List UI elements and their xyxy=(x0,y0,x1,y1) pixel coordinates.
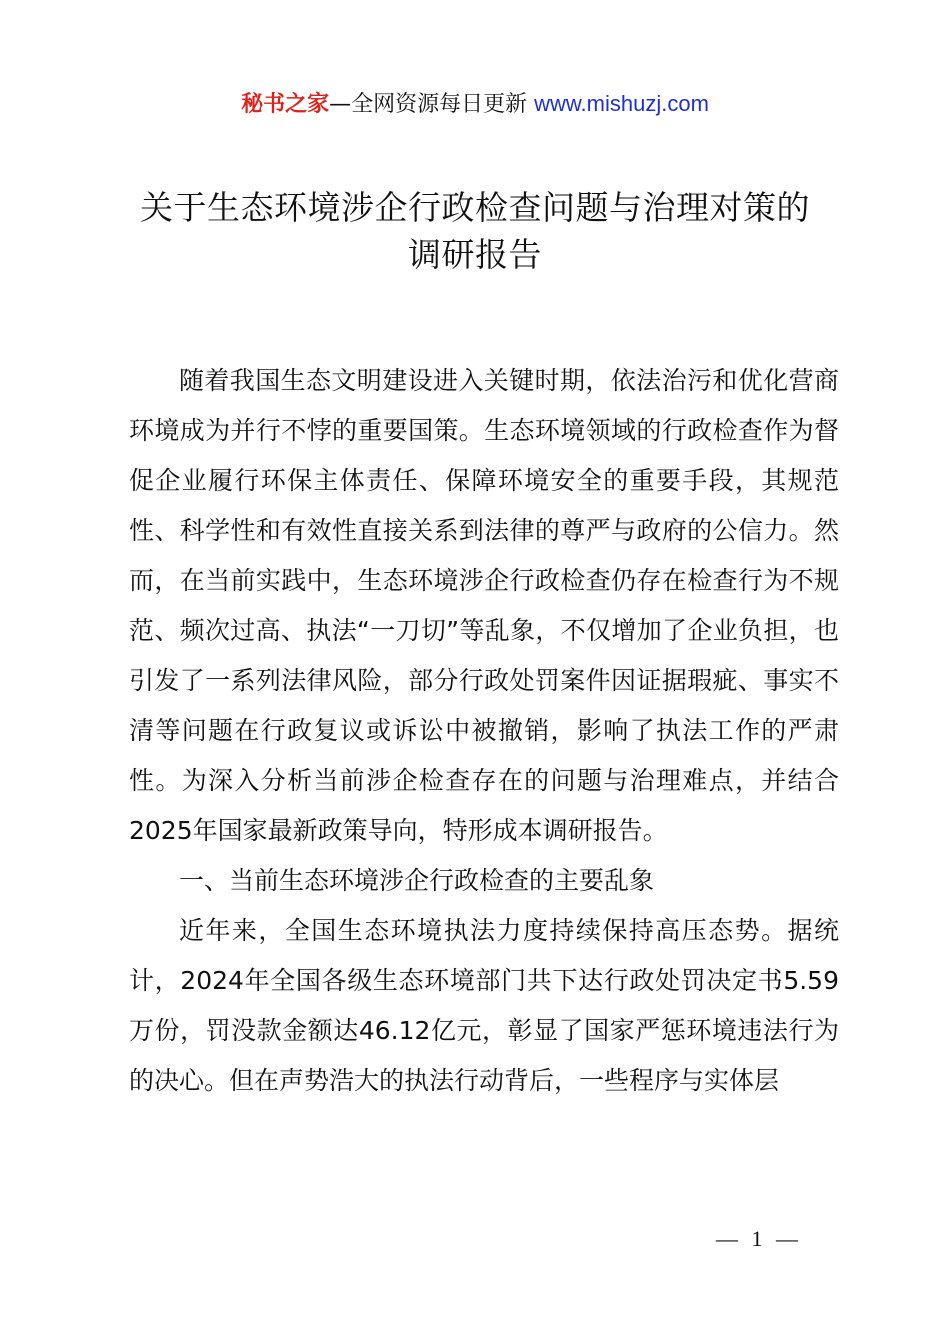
intro-paragraph: 随着我国生态文明建设进入关键时期，依法治污和优化营商环境成为并行不悖的重要国策。生态环境领域的行政检查作为督促企业履行环保主体责任、保障环境安全的重要手段，其规范性、科学性和有效性直接关系到法律的尊严与政府的公信力。然而，在当前实践中，生态环境涉企行政检查仍存在检查行为不规范、频次过高、执法“一刀切”等乱象，不仅增加了企业负担，也引发了一系列法律风险，部分行政处罚案件因证据瑕疵、事实不清等问题在行政复议或诉讼中被撤销，影响了执法工作的严肃性。为深入分析当前涉企检查存在的问题与治理难点，并结合2025年国家最新政策导向，特形成本调研报告。 xyxy=(129,366,839,845)
header-slogan: —全网资源每日更新 xyxy=(329,92,535,117)
document-body xyxy=(129,356,839,1106)
site-header xyxy=(0,88,950,121)
brand-name: 秘书之家 xyxy=(241,92,330,117)
section-heading-1: 一、当前生态环境涉企行政检查的主要乱象 xyxy=(179,866,655,895)
section-1-paragraph: 近年来，全国生态环境执法力度持续保持高压态势。据统计，2024年全国各级生态环境部门共下达行政处罚决定书5.59万份，罚没款金额达46.12亿元，彰显了国家严惩环境违法行为的决心。但在声势浩大的执法行动背后，一些程序与实体层 xyxy=(129,916,839,1095)
title-line-1: 关于生态环境涉企行政检查问题与治理对策的 xyxy=(140,188,810,227)
site-url-link[interactable]: www.mishuzj.com xyxy=(534,91,709,116)
document-title xyxy=(100,184,850,278)
page-number: — 1 — xyxy=(716,1226,802,1251)
title-line-2: 调研报告 xyxy=(408,235,542,274)
